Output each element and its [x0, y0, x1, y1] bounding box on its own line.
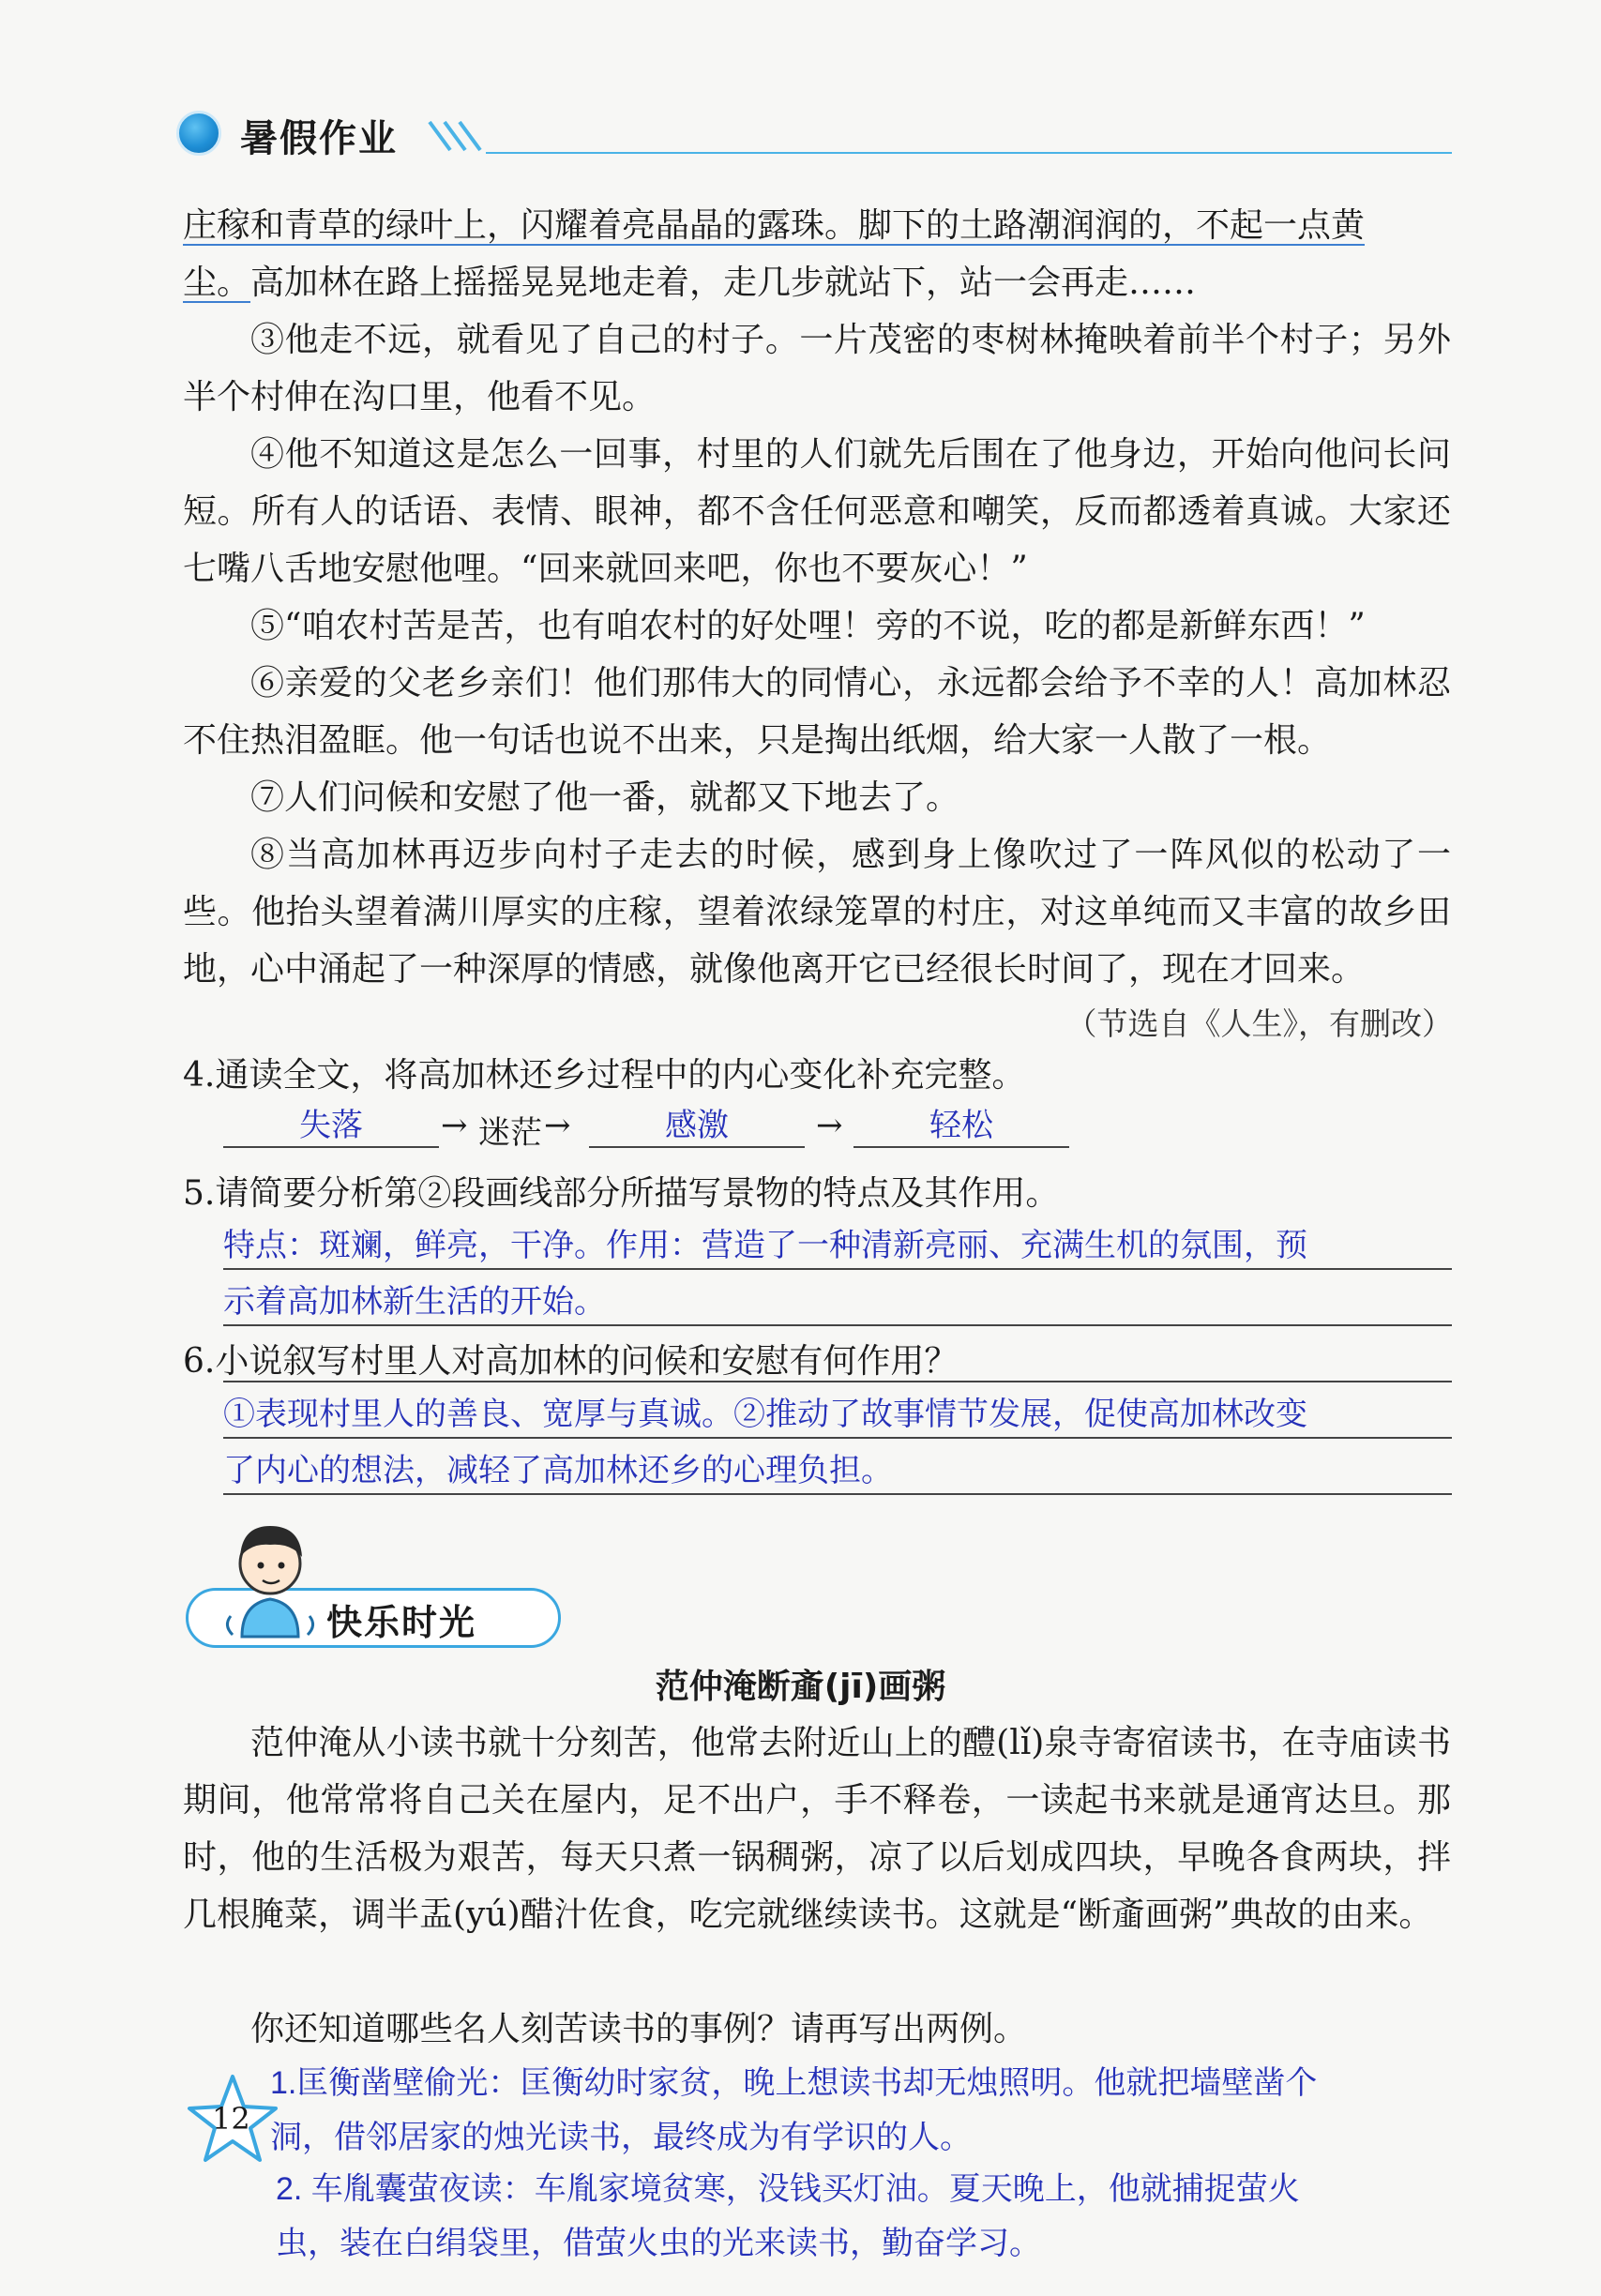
- paragraph-7: ⑦人们问候和安慰了他一番，就都又下地去了。: [250, 778, 960, 817]
- arrow-icon: →: [441, 1107, 468, 1144]
- paragraph-text: 高加林在路上摇摇晃晃地走着，走几步就站下，站一会再走……: [250, 264, 1197, 302]
- q4-blank-2[interactable]: 感激: [589, 1099, 805, 1148]
- q4-blank-3[interactable]: 轻松: [853, 1099, 1069, 1148]
- underlined-text-end: 尘。: [183, 264, 251, 302]
- question-4: 4.通读全文，将高加林还乡过程中的内心变化补充完整。: [183, 1056, 1026, 1095]
- story-title: 范仲淹断齑(jī)画粥: [655, 1668, 946, 1706]
- q5-answer-line-2: 示着高加林新生活的开始。: [223, 1284, 606, 1320]
- paragraph-8: ⑧当高加林再迈步向村子走去的时候，感到身上像吹过了一阵风似的松动了一些。他抬头望着满川厚实的庄稼，望着浓绿笼罩的村庄，对这单纯而又丰富的故乡田地，心中涌起了一种深厚的情感，就像他离开它已经很长时间了，现在才回来。: [183, 836, 1451, 989]
- header-rule: [486, 152, 1452, 154]
- boy-icon: [204, 1505, 336, 1646]
- arrow-icon: →: [544, 1107, 571, 1144]
- q4-blank-1[interactable]: 失落: [223, 1099, 439, 1148]
- story-answer-2[interactable]: [276, 2162, 1452, 2271]
- header-title: 暑假作业: [240, 117, 398, 160]
- paragraph-2-continued: [183, 197, 1451, 311]
- happy-time-banner: [186, 1505, 580, 1646]
- story-answer-1-line-2: 洞，借邻居家的烛光读书，最终成为有学识的人。: [270, 2120, 972, 2155]
- source-note: （节选自《人生》，有删改）: [1065, 1005, 1453, 1042]
- story-prompt: 你还知道哪些名人刻苦读书的事例？请再写出两例。: [250, 2010, 1028, 2048]
- q5-answer[interactable]: [223, 1217, 1452, 1330]
- q6-answer-line-1: ①表现村里人的善良、宽厚与真诚。②推动了故事情节发展，促使高加林改变: [223, 1397, 1307, 1432]
- q6-answer[interactable]: [223, 1386, 1452, 1499]
- page-number: 12: [212, 2101, 250, 2137]
- paragraph-6: ⑥亲爱的父老乡亲们！他们那伟大的同情心，永远都会给予不幸的人！高加林忍不住热泪盈眶。他一句话也说不出来，只是掏出纸烟，给大家一人散了一根。: [183, 664, 1451, 760]
- underlined-text: 庄稼和青草的绿叶上，闪耀着亮晶晶的露珠。脚下的土路潮润润的，不起一点黄: [183, 206, 1366, 245]
- question-6: 6.小说叙写村里人对高加林的问候和安慰有何作用？: [183, 1342, 959, 1381]
- q4-flow: [223, 1099, 1067, 1156]
- story-text: 范仲淹从小读书就十分刻苦，他常去附近山上的醴(lǐ)泉寺寄宿读书，在寺庙读书期间，他常常将自己关在屋内，足不出户，手不释卷，一读起书来就是通宵达旦。那时，他的生活极为艰苦，每天只煮一锅稠粥，凉了以后划成四块，早晚各食两块，拌几根腌菜，调半盂(yú)醋汁佐食，吃完就继续读书。这就是“断齑画粥”典故的由来。: [183, 1724, 1451, 1934]
- answer-rule: [223, 1493, 1452, 1495]
- story-answer-1[interactable]: [270, 2056, 1452, 2165]
- story-answer-2-line-1: 2. 车胤囊萤夜读：车胤家境贫寒，没钱买灯油。夏天晚上，他就捕捉萤火: [276, 2171, 1300, 2207]
- q5-answer-line-1: 特点：斑斓，鲜亮，干净。作用：营造了一种清新亮丽、充满生机的氛围，预: [223, 1228, 1307, 1263]
- story-answer-2-line-2: 虫，装在白绢袋里，借萤火虫的光来读书，勤奋学习。: [276, 2226, 1041, 2261]
- story-answer-1-line-1: 1.匡衡凿壁偷光：匡衡幼时家贫，晚上想读书却无烛照明。他就把墙壁凿个: [270, 2065, 1318, 2101]
- paragraph-4: ④他不知道这是怎么一回事，村里的人们就先后围在了他身边，开始向他问长问短。所有人的话语、表情、眼神，都不含任何恶意和嘲笑，反而都透着真诚。大家还七嘴八舌地安慰他哩。“回来就回来吧，你也不要灰心！”: [183, 435, 1451, 588]
- q6-answer-line-2: 了内心的想法，减轻了高加林还乡的心理负担。: [223, 1453, 893, 1488]
- banner-title: 快乐时光: [326, 1602, 477, 1643]
- answer-rule: [223, 1324, 1452, 1326]
- header-circle-icon: [176, 111, 221, 156]
- q4-given-word: 迷茫: [478, 1114, 542, 1152]
- paragraph-5: ⑤“咱农村苦是苦，也有咱农村的好处哩！旁的不说，吃的都是新鲜东西！”: [250, 607, 1366, 645]
- answer-rule: [223, 1437, 1452, 1439]
- paragraph-3: ③他走不远，就看见了自己的村子。一片茂密的枣树林掩映着前半个村子；另外半个村伸在沟口里，他看不见。: [183, 321, 1451, 416]
- slash-decoration-icon: [422, 116, 488, 154]
- answer-rule: [223, 1268, 1452, 1270]
- header: [176, 105, 1452, 161]
- question-5: 5.请简要分析第②段画线部分所描写景物的特点及其作用。: [183, 1174, 1060, 1213]
- arrow-icon: →: [816, 1107, 843, 1144]
